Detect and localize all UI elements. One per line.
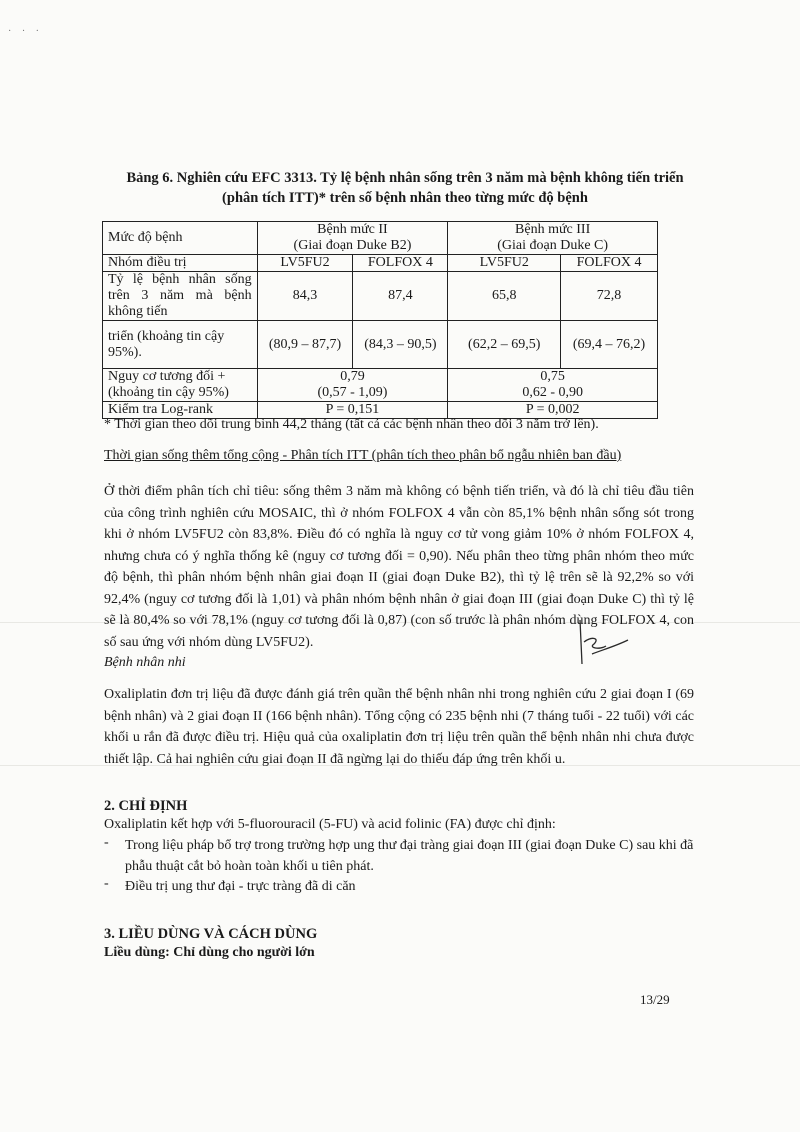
hazard-ratio-stage-ii-ci: (0,57 - 1,09) xyxy=(317,385,388,400)
table-title xyxy=(100,168,710,208)
table-cell xyxy=(103,369,258,402)
table-row-hazard-ratio xyxy=(103,369,658,402)
table-row-confidence-interval xyxy=(103,321,658,369)
hazard-ratio-ci-label: (khoảng tin cậy 95%) xyxy=(108,385,229,400)
table-cell: 72,8 xyxy=(561,272,658,321)
header-stage-iii xyxy=(448,222,658,255)
table-cell xyxy=(257,369,448,402)
section-heading-overall-survival: Thời gian sống thêm tổng cộng - Phân tích ITT (phân tích theo phân bổ ngẫu nhiên ban đầu) xyxy=(104,448,622,463)
table-cell: LV5FU2 xyxy=(448,255,561,272)
table-cell: FOLFOX 4 xyxy=(561,255,658,272)
hazard-ratio-stage-ii: 0,79 xyxy=(340,369,365,384)
table-cell: 65,8 xyxy=(448,272,561,321)
table-cell: FOLFOX 4 xyxy=(353,255,448,272)
table-row-log-rank xyxy=(103,402,658,419)
bullet-marker: - xyxy=(104,876,109,891)
header-stage-ii-title: Bệnh mức II xyxy=(317,222,388,237)
header-stage-iii-subtitle: (Giai đoạn Duke C) xyxy=(497,238,609,253)
paragraph-pediatric: Oxaliplatin đơn trị liệu đã được đánh giá trên quần thể bệnh nhân nhi trong nghiên cứu 2 giai đoạn I (69 bệnh nhân) và 2 giai đoạn II (166 bệnh nhân). Tổng cộng có 235 bệnh nhi (7 tháng tuổi - 22 tuổi) với các khối u rắn đã được điều trị. Hiệu quả của oxaliplatin đơn trị liệu trên quần thể bệnh nhân nhi chưa được thiết lập. Cả hai nghiên cứu giai đoạn II đã ngừng lại do thiếu đáp ứng trên khối u. xyxy=(104,687,694,767)
table-row-survival-rate xyxy=(103,272,658,321)
bullet-marker: - xyxy=(104,835,109,850)
scan-specks: · · · xyxy=(8,26,43,37)
hazard-ratio-stage-iii: 0,75 xyxy=(540,369,565,384)
table-cell: (62,2 – 69,5) xyxy=(448,321,561,369)
results-table xyxy=(102,221,658,419)
table-cell: (80,9 – 87,7) xyxy=(257,321,353,369)
table-cell: Kiểm tra Log-rank xyxy=(103,402,258,419)
hazard-ratio-stage-iii-ci: 0,62 - 0,90 xyxy=(522,385,583,400)
paragraph-overall-survival: Ở thời điểm phân tích chỉ tiêu: sống thêm 3 năm mà không có bệnh tiến triển, và đó là chỉ tiêu đầu tiên của công trình nghiên cứu MOSAIC, thì ở nhóm FOLFOX 4 vẫn còn 85,1% bệnh nhân sống sót trong khi ở nhóm LV5FU2 còn 83,8%. Điều đó có nghĩa là nguy cơ tử vong giảm 10% ở nhóm FOLFOX 4, nhưng chưa có ý nghĩa thống kê (nguy cơ tương đối = 0,90). Nếu phân theo từng phân nhóm theo mức độ bệnh, thì phân nhóm bệnh nhân giai đoạn II (giai đoạn Duke B2), thì tỷ lệ trên sẽ là 92,2% so với 92,4% (nguy cơ tương đối là 1,01) và phân nhóm bệnh nhân ở giai đoạn III (giai đoạn Duke C) thì tỷ lệ sẽ là 80,4% so với 78,1% (nguy cơ tương đối là 0,87) (con số trước là phân nhóm dùng FOLFOX 4, con số sau ứng với nhóm dùng LV5FU2). xyxy=(104,484,694,650)
table-title-line-1: Bảng 6. Nghiên cứu EFC 3313. Tỷ lệ bệnh nhân sống trên 3 năm mà bệnh không tiến triển xyxy=(126,170,684,186)
table-cell xyxy=(448,369,658,402)
dosage-subheading: Liều dùng: Chỉ dùng cho người lớn xyxy=(104,945,315,960)
table-cell: Nhóm điều trị xyxy=(103,255,258,272)
table-footnote: * Thời gian theo dõi trung bình 44,2 tháng (tất cả các bệnh nhân theo dõi 3 năm trở lên). xyxy=(104,417,599,432)
section-heading-indications: 2. CHỈ ĐỊNH xyxy=(104,798,188,814)
table-cell: LV5FU2 xyxy=(257,255,353,272)
hazard-ratio-label: Nguy cơ tương đối + xyxy=(108,369,226,384)
table-cell: triển (khoảng tin cậy 95%). xyxy=(103,321,258,369)
header-stage-iii-title: Bệnh mức III xyxy=(515,222,591,237)
table-header-row xyxy=(103,222,658,255)
page-number: 13/29 xyxy=(640,992,670,1007)
indication-item-2: Điều trị ung thư đại - trực tràng đã di căn xyxy=(125,879,356,894)
table-cell: P = 0,151 xyxy=(257,402,448,419)
indication-item-1: Trong liệu pháp bổ trợ trong trường hợp ung thư đại tràng giai đoạn III (giai đoạn Duke C) sau khi đã phẫu thuật cắt bỏ hoàn toàn khối u tiên phát. xyxy=(125,838,694,874)
header-stage-ii-subtitle: (Giai đoạn Duke B2) xyxy=(293,238,412,253)
table-cell: (84,3 – 90,5) xyxy=(353,321,448,369)
table-row-treatment-group xyxy=(103,255,658,272)
table-cell: (69,4 – 76,2) xyxy=(561,321,658,369)
table-title-line-2: (phân tích ITT)* trên số bệnh nhân theo từng mức độ bệnh xyxy=(222,190,588,206)
table-cell: 87,4 xyxy=(353,272,448,321)
section-heading-pediatric: Bệnh nhân nhi xyxy=(104,655,186,670)
header-disease-level: Mức độ bệnh xyxy=(103,222,258,255)
section-heading-dosage: 3. LIỀU DÙNG VÀ CÁCH DÙNG xyxy=(104,926,318,942)
indications-intro: Oxaliplatin kết hợp với 5-fluorouracil (5-FU) và acid folinic (FA) được chỉ định: xyxy=(104,817,556,832)
table-cell: 84,3 xyxy=(257,272,353,321)
header-stage-ii xyxy=(257,222,448,255)
table-cell: P = 0,002 xyxy=(448,402,658,419)
table-cell: Tỷ lệ bệnh nhân sống trên 3 năm mà bệnh không tiến xyxy=(103,272,258,321)
